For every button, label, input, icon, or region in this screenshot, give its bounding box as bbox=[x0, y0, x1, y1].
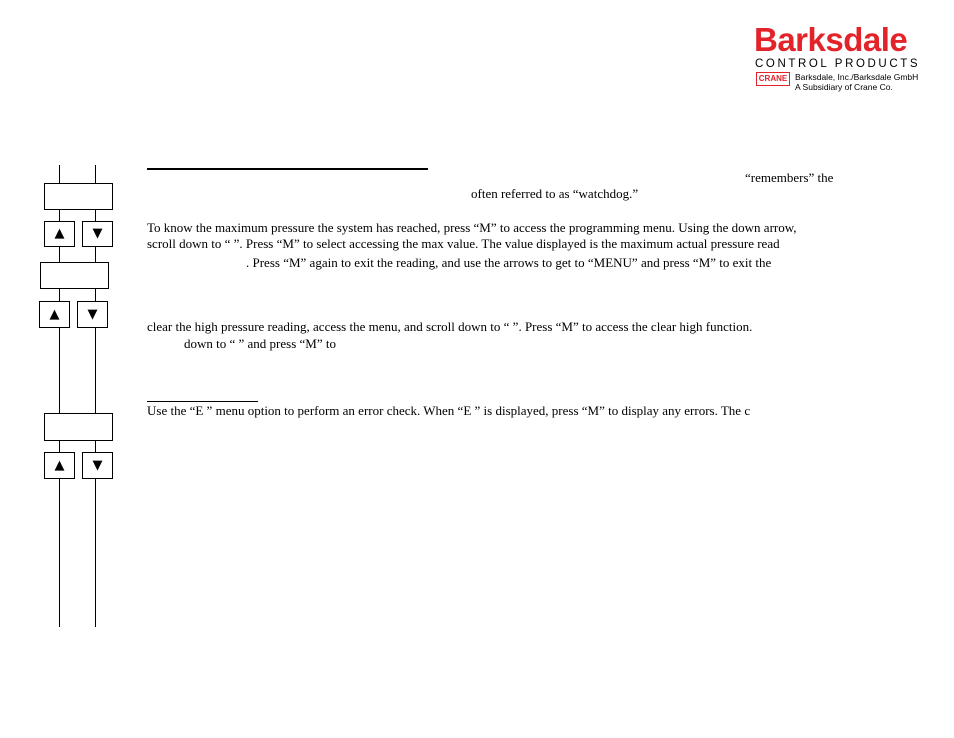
display-box bbox=[40, 262, 109, 289]
paragraph-line: “remembers” the bbox=[745, 170, 834, 185]
display-box bbox=[44, 183, 113, 210]
crane-badge: CRANE bbox=[756, 72, 790, 86]
company-line: Barksdale, Inc./Barksdale GmbH bbox=[795, 72, 919, 82]
paragraph-line: clear the high pressure reading, access the menu, and scroll down to “ ”. Press “M” to access the clear high function. bbox=[147, 319, 753, 334]
paragraph-line: often referred to as “watchdog.” bbox=[471, 186, 639, 201]
display-box bbox=[44, 413, 113, 441]
down-arrow-icon: ▼ bbox=[77, 301, 108, 328]
paragraph-line: down to “ ” and press “M” to bbox=[184, 336, 336, 351]
paragraph-line: To know the maximum pressure the system has reached, press “M” to access the programming menu. Using the down arrow, bbox=[147, 220, 797, 235]
paragraph-line: scroll down to “ ”. Press “M” to select accessing the max value. The value displayed is the maximum actual pressure read bbox=[147, 236, 780, 251]
paragraph-line: . Press “M” again to exit the reading, and use the arrows to get to “MENU” and press “M” to exit the bbox=[246, 255, 772, 270]
down-arrow-icon: ▼ bbox=[82, 452, 113, 479]
subsidiary-line: A Subsidiary of Crane Co. bbox=[795, 82, 893, 92]
section-heading-rule bbox=[147, 401, 258, 402]
brand-logo-name: Barksdale bbox=[754, 21, 908, 58]
up-arrow-icon: ▲ bbox=[44, 452, 75, 479]
up-arrow-icon: ▲ bbox=[44, 221, 75, 247]
paragraph-line: Use the “E ” menu option to perform an error check. When “E ” is displayed, press “M” to display any errors. The c bbox=[147, 403, 751, 418]
up-arrow-icon: ▲ bbox=[39, 301, 70, 328]
down-arrow-icon: ▼ bbox=[82, 221, 113, 247]
brand-tagline: CONTROL PRODUCTS bbox=[755, 58, 921, 70]
section-heading-rule bbox=[147, 168, 428, 170]
